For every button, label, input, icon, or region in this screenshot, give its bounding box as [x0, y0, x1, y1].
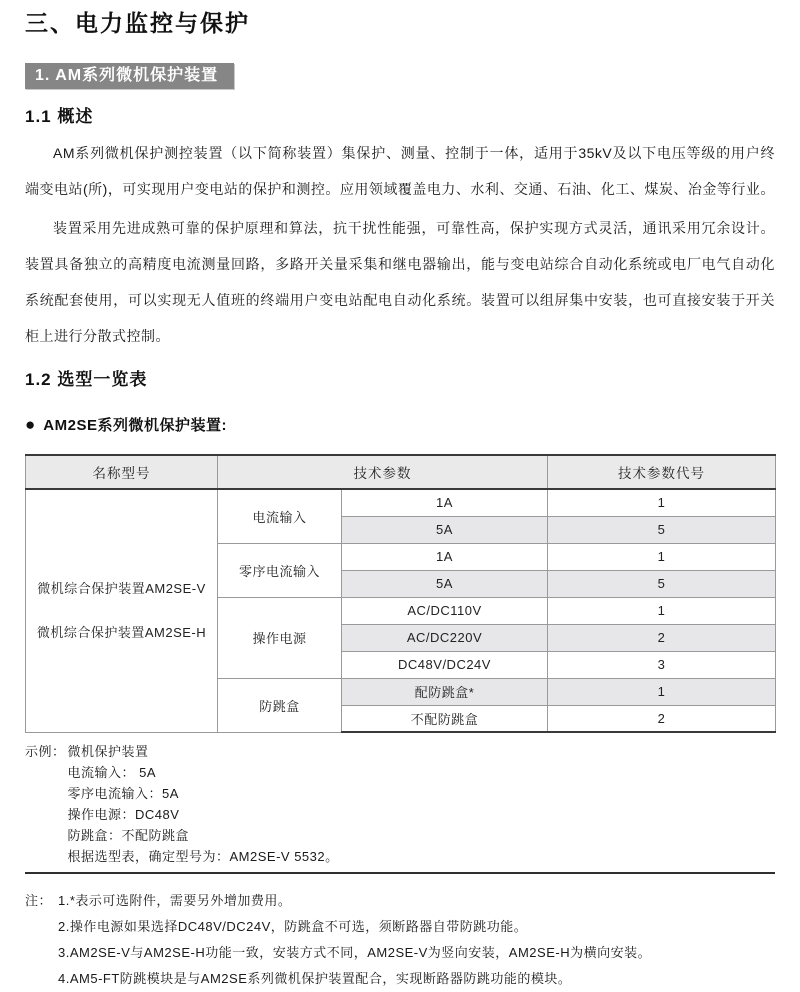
table-header-row: [26, 455, 776, 489]
notes-block: [25, 888, 775, 992]
param-value: 5A: [342, 516, 548, 543]
example-lines: [68, 741, 339, 867]
bullet-dot-icon: ●: [25, 414, 36, 434]
selection-heading: 1.2 选型一览表: [25, 370, 148, 389]
example-line: 微机保护装置: [67, 744, 149, 759]
param-value: 配防跳盒*: [342, 678, 548, 705]
example-line: 根据选型表，确定型号为：AM2SE-V 5532。: [67, 849, 339, 864]
param-value: AC/DC110V: [342, 597, 548, 624]
series-bullet-line: [25, 414, 775, 434]
param-current-input: 电流输入: [218, 489, 342, 543]
model-line-1: 微机综合保护装置AM2SE-V: [37, 580, 206, 596]
example-line: 电流输入： 5A: [67, 765, 157, 780]
notes-divider: [25, 872, 775, 874]
param-code: 1: [548, 489, 776, 516]
example-line: 防跳盒：不配防跳盒: [67, 828, 190, 843]
note-item: 4.AM5-FT防跳模块是与AM2SE系列微机保护装置配合，实现断路器防跳功能的模块。: [58, 971, 572, 986]
example-line: 零序电流输入：5A: [67, 786, 179, 801]
overview-paragraph-1: AM系列微机保护测控装置（以下简称装置）集保护、测量、控制于一体，适用于35kV及以下电压等级的用户终端变电站(所)，可实现用户变电站的保护和测控。应用领域覆盖电力、水利、交通、石油、化工、煤炭、冶金等行业。: [25, 145, 775, 197]
note-item: 1.*表示可选附件，需要另外增加费用。: [58, 893, 292, 908]
section-header-bar: 1. AM系列微机保护装置: [25, 63, 234, 89]
param-value: DC48V/DC24V: [342, 651, 548, 678]
selection-table: [25, 454, 776, 733]
table-row: [26, 489, 776, 516]
example-label: 示例：: [25, 744, 66, 759]
note-item: 2.操作电源如果选择DC48V/DC24V，防跳盒不可选，须断路器自带防跳功能。: [58, 919, 528, 934]
overview-paragraph-2: 装置采用先进成熟可靠的保护原理和算法，抗干扰性能强，可靠性高，保护实现方式灵活，通讯采用冗余设计。装置具备独立的高精度电流测量回路，多路开关量采集和继电器输出，能与变电站综合自动化系统或电厂电气自动化系统配套使用，可以实现无人值班的终端用户变电站配电自动化系统。装置可以组屏集中安装，也可直接安装于开关柜上进行分散式控制。: [25, 220, 775, 344]
example-block: [25, 741, 775, 867]
model-cell: [26, 489, 218, 732]
model-line-2: 微机综合保护装置AM2SE-H: [36, 624, 207, 640]
example-line: 操作电源：DC48V: [67, 807, 180, 822]
param-code: 5: [548, 570, 776, 597]
param-value: 1A: [342, 489, 548, 516]
series-bullet-label: AM2SE系列微机保护装置:: [43, 416, 227, 434]
param-code: 2: [548, 705, 776, 732]
param-value: AC/DC220V: [342, 624, 548, 651]
param-value: 不配防跳盒: [342, 705, 548, 732]
param-code: 1: [548, 597, 776, 624]
page-title: 三、电力监控与保护: [25, 10, 250, 36]
param-code: 1: [548, 678, 776, 705]
notes-items: [58, 888, 651, 992]
note-item: 3.AM2SE-V与AM2SE-H功能一致，安装方式不同，AM2SE-V为竖向安装，AM2SE-H为横向安装。: [58, 945, 652, 960]
param-code: 1: [548, 543, 776, 570]
header-parameter-code: 技术参数代号: [548, 455, 776, 489]
param-value: 1A: [342, 543, 548, 570]
param-antipump-box: 防跳盒: [218, 678, 342, 732]
notes-label: 注：: [25, 893, 53, 908]
overview-heading: 1.1 概述: [25, 107, 94, 126]
param-code: 2: [548, 624, 776, 651]
param-operating-power: 操作电源: [218, 597, 342, 678]
param-code: 3: [548, 651, 776, 678]
param-zero-seq-input: 零序电流输入: [218, 543, 342, 597]
header-model: 名称型号: [26, 455, 218, 489]
param-code: 5: [548, 516, 776, 543]
param-value: 5A: [342, 570, 548, 597]
header-parameter: 技术参数: [218, 455, 548, 489]
